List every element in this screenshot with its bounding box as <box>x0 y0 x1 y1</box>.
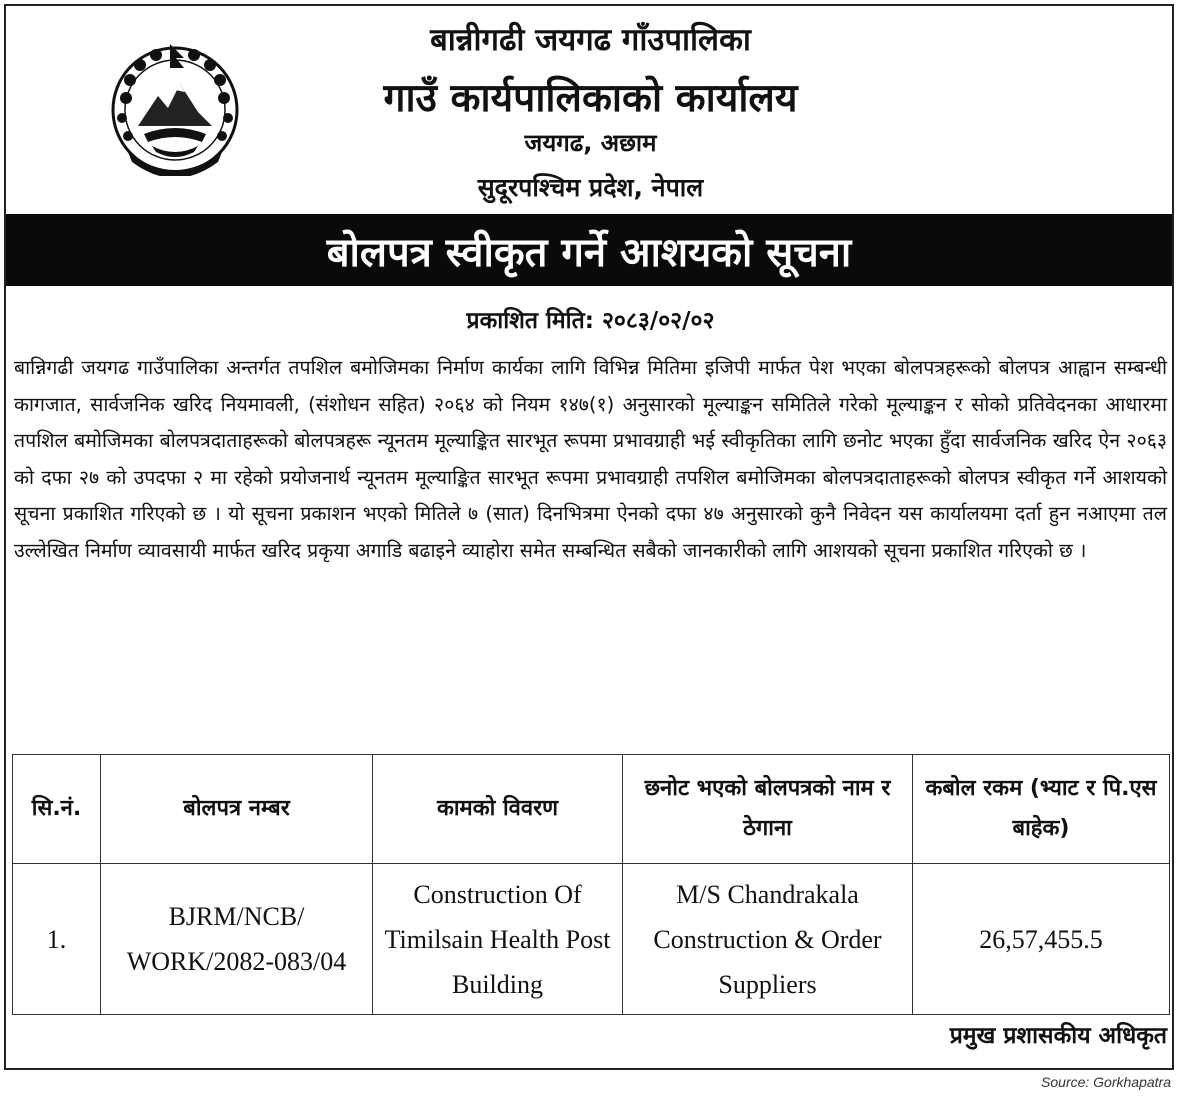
cell-sn: 1. <box>13 864 101 1015</box>
cell-bid-number: BJRM/NCB/ WORK/2082-083/04 <box>101 864 373 1015</box>
office-location: जयगढ, अछाम <box>524 129 657 157</box>
col-header-amount: कबोल रकम (भ्याट र पि.एस बाहेक) <box>913 755 1170 864</box>
notice-body: बान्निगढी जयगढ गाउँपालिका अन्तर्गत तपशिल बमोजिमका निर्माण कार्यका लागि विभिन्न मितिमा इजिपी मार्फत पेश भएका बोलपत्रहरूको बोलपत्र आह्वान सम्बन्धी कागजात, सार्वजनिक खरिद नियमावली, (संशोधन सहित) २०६४ को नियम १४७(१) अनुसारको मूल्याङ्कन समितिले गरेको मूल्याङ्कन र सोको प्रतिवेदनका आधारमा तपशिल बमोजिमका बोलपत्रदाताहरूको बोलपत्रहरू न्यूनतम मूल्याङ्कित सारभूत रूपमा प्रभावग्राही भई स्वीकृतिका लागि छनोट भएका हुँदा सार्वजनिक खरिद ऐन २०६३ को दफा २७ को उपदफा २ मा रहेको प्रयोजनार्थ न्यूनतम मूल्याङ्कित सारभूत रूपमा प्रभावग्राही तपशिल बमोजिमका बोलपत्रदाताहरूको बोलपत्र स्वीकृत गर्ने आशयको सूचना प्रकाशित गरिएको छ । यो सूचना प्रकाशन भएको मितिले ७ (सात) दिनभित्रमा ऐनको दफा ४७ अनुसारको कुनै निवेदन यस कार्यालयमा दर्ता हुन नआएमा तल उल्लेखित निर्माण व्यावसायी मार्फत खरिद प्रकृया अगाडि बढाइने व्याहोरा समेत सम्बन्धित सबैको जानकारीको लागि आशयको सूचना प्रकाशित गरिएको छ । <box>14 356 1167 562</box>
signature: प्रमुख प्रशासकीय अधिकृत <box>949 1023 1167 1049</box>
col-header-bid-number: बोलपत्र नम्बर <box>101 755 373 864</box>
cell-amount: 26,57,455.5 <box>913 864 1170 1015</box>
municipality-name: बान्नीगढी जयगढ गाँउपालिका <box>430 22 751 58</box>
notice-title <box>6 214 1172 286</box>
table-row <box>13 864 1170 1015</box>
bid-table <box>12 754 1170 1015</box>
cell-work: Construction Of Timilsain Health Post Building <box>373 864 623 1015</box>
notice-title-text: बोलपत्र स्वीकृत गर्ने आशयको सूचना <box>326 229 852 276</box>
cell-bidder: M/S Chandrakala Construction & Order Suppliers <box>623 864 913 1015</box>
col-header-sn: सि.नं. <box>13 755 101 864</box>
office-province: सुदूरपश्चिम प्रदेश, नेपाल <box>477 173 704 202</box>
table-header-row <box>13 755 1170 864</box>
col-header-work: कामको विवरण <box>373 755 623 864</box>
source-credit: Source: Gorkhapatra <box>1041 1074 1171 1090</box>
col-header-bidder: छनोट भएको बोलपत्रको नाम र ठेगाना <box>623 755 913 864</box>
published-date: प्रकाशित मिति: २०८३/०२/०२ <box>466 308 715 334</box>
office-name: गाउँ कार्यपालिकाको कार्यालय <box>383 76 798 121</box>
